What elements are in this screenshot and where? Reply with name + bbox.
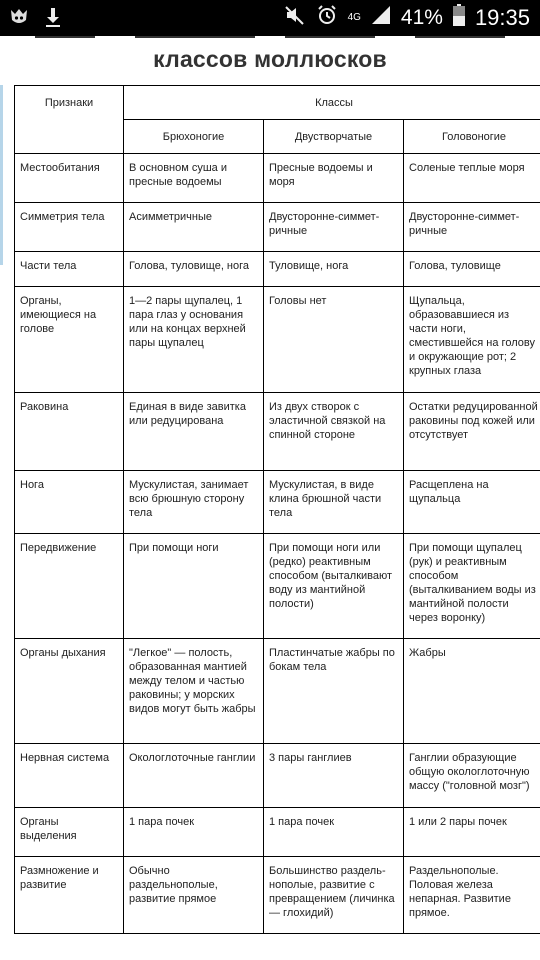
column-header: Головоногие bbox=[404, 120, 540, 154]
row-feature: Органы дыхания bbox=[15, 639, 124, 744]
column-header: Двустворчатые bbox=[264, 120, 404, 154]
table-cell: Голова, туловище bbox=[404, 252, 540, 287]
table-cell: При помощи щупалец (рук) и реактивным способом (выталкиванием воды из мантийной полости через воронку) bbox=[404, 534, 540, 639]
row-feature: Передвижение bbox=[15, 534, 124, 639]
table-cell: Голова, туловище, нога bbox=[124, 252, 264, 287]
row-feature: Симметрия тела bbox=[15, 203, 124, 252]
signal-icon bbox=[371, 5, 391, 30]
table-cell: Двусторонне-симмет-ричные bbox=[404, 203, 540, 252]
table-row bbox=[15, 287, 540, 393]
table-cell: 1 пара почек bbox=[264, 808, 404, 857]
app-icon bbox=[8, 6, 30, 33]
column-header: Брюхоногие bbox=[124, 120, 264, 154]
table-row bbox=[15, 744, 540, 808]
table-cell: Пресные водоемы и моря bbox=[264, 154, 404, 203]
table-cell: 1 или 2 пары почек bbox=[404, 808, 540, 857]
table-cell: Соленые теплые моря bbox=[404, 154, 540, 203]
table-header-row bbox=[15, 86, 540, 120]
table-cell: "Легкое" — полость, образованная мантией между телом и частью раковины; у морских видов могут быть жабры bbox=[124, 639, 264, 744]
page-header bbox=[0, 36, 540, 84]
row-feature: Раковина bbox=[15, 393, 124, 471]
table-cell: Раздельнополые. Половая железа непарная. Развитие прямое. bbox=[404, 857, 540, 934]
table-cell: Остатки редуцированной раковины под кожей или отсутствует bbox=[404, 393, 540, 471]
row-feature: Местообитания bbox=[15, 154, 124, 203]
battery-percent: 41% bbox=[400, 5, 443, 29]
row-feature: Размножение и развитие bbox=[15, 857, 124, 934]
header-features: Признаки bbox=[15, 86, 124, 154]
table-cell: Жабры bbox=[404, 639, 540, 744]
table-cell: 1—2 пары щупалец, 1 пара глаз у основания или на концах верхней пары щупалец bbox=[124, 287, 264, 393]
table-cell: Мускулистая, в виде клина брюшной части тела bbox=[264, 471, 404, 534]
row-feature: Нога bbox=[15, 471, 124, 534]
table-row bbox=[15, 154, 540, 203]
row-feature: Нервная система bbox=[15, 744, 124, 808]
table-cell: Окологлоточные ганглии bbox=[124, 744, 264, 808]
table-cell: Мускулистая, занимает всю брюшную сторону тела bbox=[124, 471, 264, 534]
cut-off-text bbox=[35, 36, 505, 42]
table-row bbox=[15, 639, 540, 744]
table-cell: 1 пара почек bbox=[124, 808, 264, 857]
table-cell: Из двух створок с эластичной связкой на спинной стороне bbox=[264, 393, 404, 471]
mute-icon bbox=[284, 4, 306, 31]
scroll-edge-glow bbox=[0, 85, 3, 265]
table-cell: Обычно раздельнополые, развитие прямое bbox=[124, 857, 264, 934]
table-cell: Большинство раздель-нополые, развитие с превращением (личинка — глохидий) bbox=[264, 857, 404, 934]
download-icon bbox=[44, 6, 62, 33]
table-cell: 3 пары ганглиев bbox=[264, 744, 404, 808]
table-row bbox=[15, 471, 540, 534]
table-cell: В основном суша и пресные водоемы bbox=[124, 154, 264, 203]
alarm-icon bbox=[316, 4, 338, 31]
table-row bbox=[15, 393, 540, 471]
table-cell: Щупальца, образовавшиеся из части ноги, сместившейся на голову и окружающие рот; 2 крупных глаза bbox=[404, 287, 540, 393]
table-cell: Асимметричные bbox=[124, 203, 264, 252]
row-feature: Органы, имеющиеся на голове bbox=[15, 287, 124, 393]
network-type: 4G bbox=[347, 11, 361, 23]
status-bar bbox=[0, 0, 540, 36]
table-cell: При помощи ноги или (редко) реактивным способом (выталкивают воду из мантийной полости) bbox=[264, 534, 404, 639]
table-row bbox=[15, 808, 540, 857]
page-title: классов моллюсков bbox=[153, 46, 387, 72]
table-cell: Единая в виде завитка или редуцирована bbox=[124, 393, 264, 471]
table-cell: Ганглии образующие общую окологлоточную массу ("головной мозг") bbox=[404, 744, 540, 808]
battery-icon bbox=[453, 4, 465, 31]
row-feature: Органы выделения bbox=[15, 808, 124, 857]
table-row bbox=[15, 252, 540, 287]
header-classes: Классы bbox=[124, 86, 540, 120]
table-cell: Головы нет bbox=[264, 287, 404, 393]
table-row bbox=[15, 857, 540, 934]
table-cell: Пластинчатые жабры по бокам тела bbox=[264, 639, 404, 744]
table-row bbox=[15, 203, 540, 252]
table-cell: Туловище, нога bbox=[264, 252, 404, 287]
row-feature: Части тела bbox=[15, 252, 124, 287]
table-cell: При помощи ноги bbox=[124, 534, 264, 639]
table-cell: Двусторонне-симмет-ричные bbox=[264, 203, 404, 252]
comparison-table bbox=[14, 85, 540, 934]
table-row bbox=[15, 534, 540, 639]
clock: 19:35 bbox=[474, 4, 530, 30]
table-cell: Расщеплена на щупальца bbox=[404, 471, 540, 534]
